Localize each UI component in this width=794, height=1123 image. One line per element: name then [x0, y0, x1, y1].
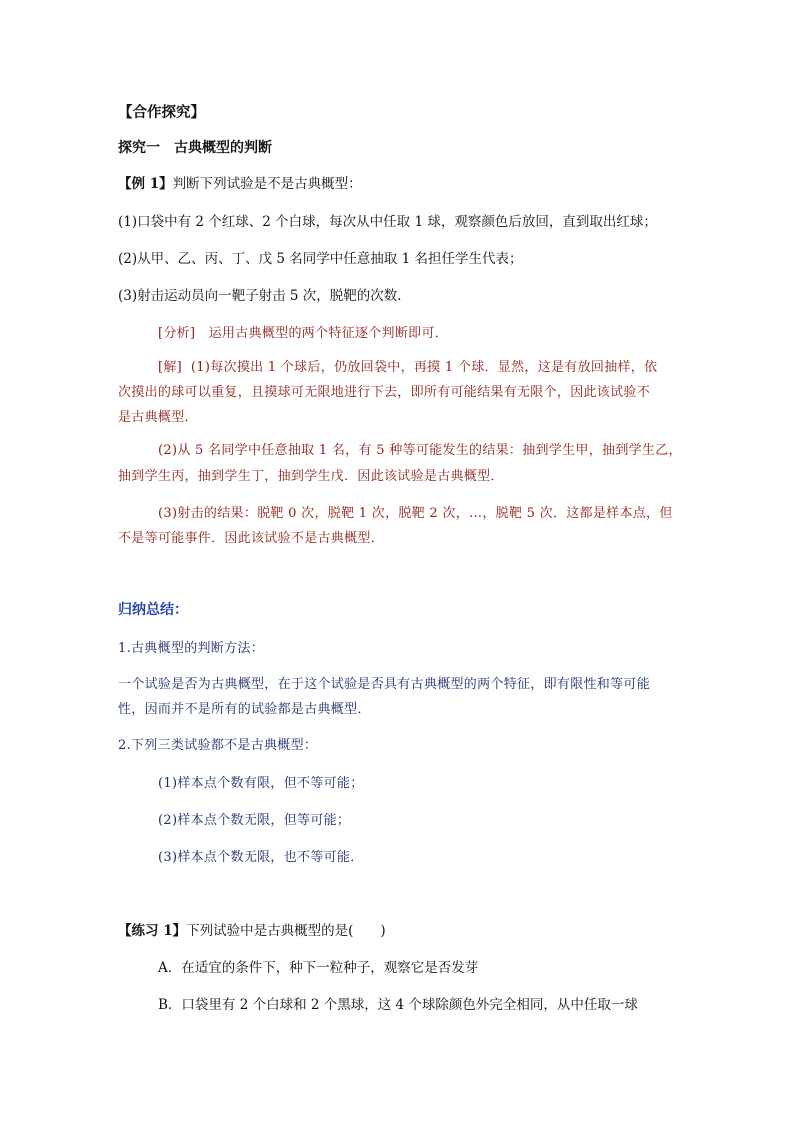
solution-1-line-2: 次摸出的球可以重复，且摸球可无限地进行下去，即所有可能结果有无限个，因此该试验不 [118, 385, 651, 400]
solution-2-line-2: 抽到学生丙，抽到学生丁，抽到学生戊．因此该试验是古典概型． [118, 469, 504, 484]
example-1-header [118, 172, 362, 192]
solution-1-text: (1)每次摸出 1 个球后，仍放回袋中，再摸 1 个球．显然，这是有放回抽样，依 [190, 360, 658, 375]
summary-title: 归纳总结： [118, 602, 188, 618]
practice-1-header [118, 919, 386, 939]
practice-prompt: 下列试验中是古典概型的是( ) [186, 923, 386, 939]
practice-option-b: B．口袋里有 2 个白球和 2 个黑球，这 4 个球除颜色外完全相同，从中任取一球 [158, 997, 638, 1013]
analysis-text: [分析] 运用古典概型的两个特征逐个判断即可． [158, 326, 449, 341]
section-title: 【合作探究】 [118, 104, 205, 121]
example-item-2: (2)从甲、乙、丙、丁、戊 5 名同学中任意抽取 1 名担任学生代表； [118, 251, 523, 267]
example-prompt: 判断下列试验是不是古典概型： [172, 176, 362, 192]
summary-point-1-line-1: 一个试验是否为古典概型，在于这个试验是否具有古典概型的两个特征，即有限性和等可能 [118, 677, 651, 692]
summary-point-1-line-2: 性，因而并不是所有的试验都是古典概型． [118, 702, 371, 717]
summary-point-1-title: 1.古典概型的判断方法： [118, 641, 265, 656]
example-tag: 【例 1】 [118, 176, 173, 192]
solution-tag: [解] [158, 360, 183, 375]
solution-1-line-3: 是古典概型． [118, 410, 198, 425]
practice-option-a: A．在适宜的条件下，种下一粒种子，观察它是否发芽 [158, 960, 479, 976]
example-item-3: (3)射击运动员向一靶子射击 5 次，脱靶的次数． [118, 288, 411, 304]
example-item-1: (1)口袋中有 2 个红球、2 个白球，每次从中任取 1 球，观察颜色后放回，直到取出红球； [118, 214, 657, 230]
summary-point-2-item-3: (3)样本点个数无限，也不等可能． [158, 850, 364, 865]
solution-3-line-2: 不是等可能事件．因此该试验不是古典概型． [118, 531, 385, 546]
explore-title: 探究一 古典概型的判断 [118, 140, 272, 156]
summary-point-2-title: 2.下列三类试验都不是古典概型： [118, 738, 318, 753]
solution-1-line-1 [158, 356, 657, 375]
summary-point-2-item-2: (2)样本点个数无限，但等可能； [158, 813, 351, 828]
solution-3-line-1: (3)射击的结果：脱靶 0 次，脱靶 1 次，脱靶 2 次，…，脱靶 5 次．这都是样本点，但 [158, 506, 673, 521]
summary-point-2-item-1: (1)样本点个数有限，但不等可能； [158, 776, 364, 791]
practice-tag: 【练习 1】 [118, 923, 187, 939]
solution-2-line-1: (2)从 5 名同学中任意抽取 1 名，有 5 种等可能发生的结果：抽到学生甲，抽到学生乙， [158, 443, 682, 458]
